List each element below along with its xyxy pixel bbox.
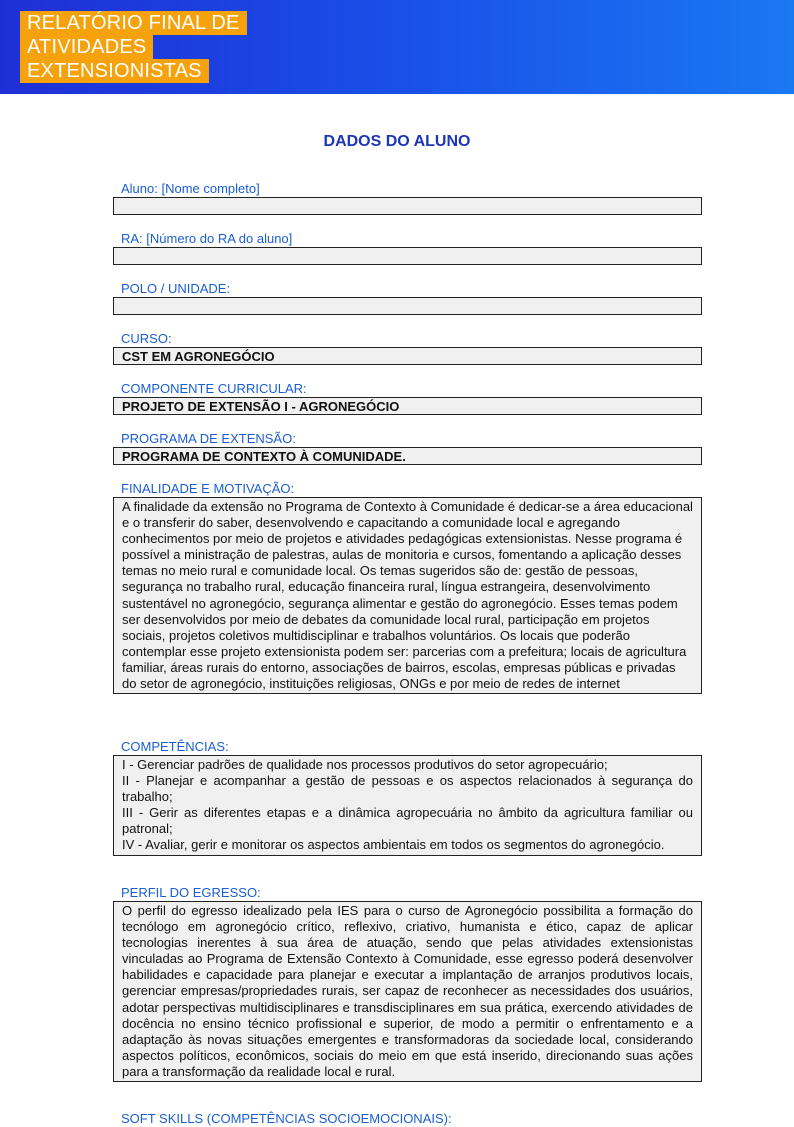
perfil-section: [113, 885, 702, 1082]
aluno-section: [113, 181, 702, 215]
curso-label: CURSO:: [121, 331, 172, 346]
competencias-label: COMPETÊNCIAS:: [121, 739, 229, 754]
componente-section: [113, 381, 702, 415]
competencia-item: IV - Avaliar, gerir e monitorar os aspectos ambientais em todos os segmentos do agronegócio.: [122, 837, 665, 853]
perfil-label: PERFIL DO EGRESSO:: [121, 885, 261, 900]
polo-label: POLO / UNIDADE:: [121, 281, 231, 296]
finalidade-section: [113, 481, 702, 694]
componente-field[interactable]: PROJETO DE EXTENSÃO I - AGRONEGÓCIO: [113, 397, 702, 415]
ra-section: [113, 231, 702, 265]
competencias-section: [113, 739, 702, 856]
competencia-item: III - Gerir as diferentes etapas e a dinâmica agropecuária no âmbito da agricultura familiar ou patronal;: [122, 805, 693, 837]
programa-label: PROGRAMA DE EXTENSÃO:: [121, 431, 296, 446]
polo-section: [113, 281, 702, 315]
componente-label: COMPONENTE CURRICULAR:: [121, 381, 307, 396]
polo-field[interactable]: [113, 297, 702, 315]
ra-label: RA: [Número do RA do aluno]: [121, 231, 293, 246]
banner-title-line-1: RELATÓRIO FINAL DE: [20, 11, 247, 35]
curso-field[interactable]: CST EM AGRONEGÓCIO: [113, 347, 702, 365]
competencia-item: I - Gerenciar padrões de qualidade nos processos produtivos do setor agropecuário;: [122, 757, 608, 772]
header-banner: [0, 0, 794, 94]
aluno-label: Aluno: [Nome completo]: [121, 181, 260, 196]
competencia-item: II - Planejar e acompanhar a gestão de pessoas e os aspectos relacionados à segurança do trabalho;: [122, 773, 693, 805]
ra-field[interactable]: [113, 247, 702, 265]
soft-skills-label: SOFT SKILLS (COMPETÊNCIAS SOCIOEMOCIONAIS):: [121, 1111, 452, 1126]
soft-skills-section: [113, 1111, 702, 1127]
page-title: DADOS DO ALUNO: [323, 133, 471, 150]
programa-section: [113, 431, 702, 465]
banner-title-line-3: EXTENSIONISTAS: [20, 59, 209, 83]
programa-field[interactable]: PROGRAMA DE CONTEXTO À COMUNIDADE.: [113, 447, 702, 465]
finalidade-field[interactable]: A finalidade da extensão no Programa de Contexto à Comunidade é dedicar-se a área educacional e o transferir do saber, desenvolvendo e capacitando a comunidade local e agregando conhecimentos por meio de projetos e atividades pedagógicas extensionistas. Nesse programa é possível a ministração de palestras, aulas de monitoria e cursos, fomentando a aplicação desses temas no meio rural e comunidade local. Os temas sugeridos são de: gestão de pessoas, segurança no trabalho rural, educação financeira rural, língua estrangeira, desenvolvimento sustentável no agronegócio, segurança alimentar e gestão do agronegócio. Esses temas podem ser desenvolvidos por meio de debates da comunidade local rural, participação em projetos sociais, projetos coletivos multidisciplinar e trabalhos voluntários. Os locais que poderão contemplar esse projeto extensionista podem ser: parcerias com a prefeitura; locais de agricultura familiar, áreas rurais do entorno, associações de bairros, escolas, empresas públicas e privadas do setor de agronegócio, instituições religiosas, ONGs e por meio de redes de internet: [113, 497, 702, 694]
perfil-field[interactable]: O perfil do egresso idealizado pela IES para o curso de Agronegócio possibilita a formação do tecnólogo em agronegócio crítico, reflexivo, criativo, humanista e ético, capaz de aplicar tecnologias inerentes à sua área de atuação, sendo que pelas atividades extensionistas vinculadas ao Programa de Extensão Contexto à Comunidade, esse egresso poderá desenvolver habilidades e capacidade para planejar e executar a implantação de arranjos produtivos locais, gerenciar empresas/propriedades rurais, ser capaz de reconhecer as necessidades dos usuários, adotar perspectivas multidisciplinares e transdisciplinares em sua prática, exercendo atividades de docência no ensino técnico profissional e superior, de modo a permitir o enfrentamento e a adaptação às novas situações emergentes e transformadoras da sociedade local, considerando aspectos políticos, econômicos, sociais do meio em que está inserido, direcionando suas ações para a transformação da realidade local e rural.: [113, 901, 702, 1082]
competencias-field[interactable]: [113, 755, 702, 856]
banner-title-line-2: ATIVIDADES: [20, 35, 153, 59]
aluno-field[interactable]: [113, 197, 702, 215]
curso-section: [113, 331, 702, 365]
finalidade-label: FINALIDADE E MOTIVAÇÃO:: [121, 481, 295, 496]
